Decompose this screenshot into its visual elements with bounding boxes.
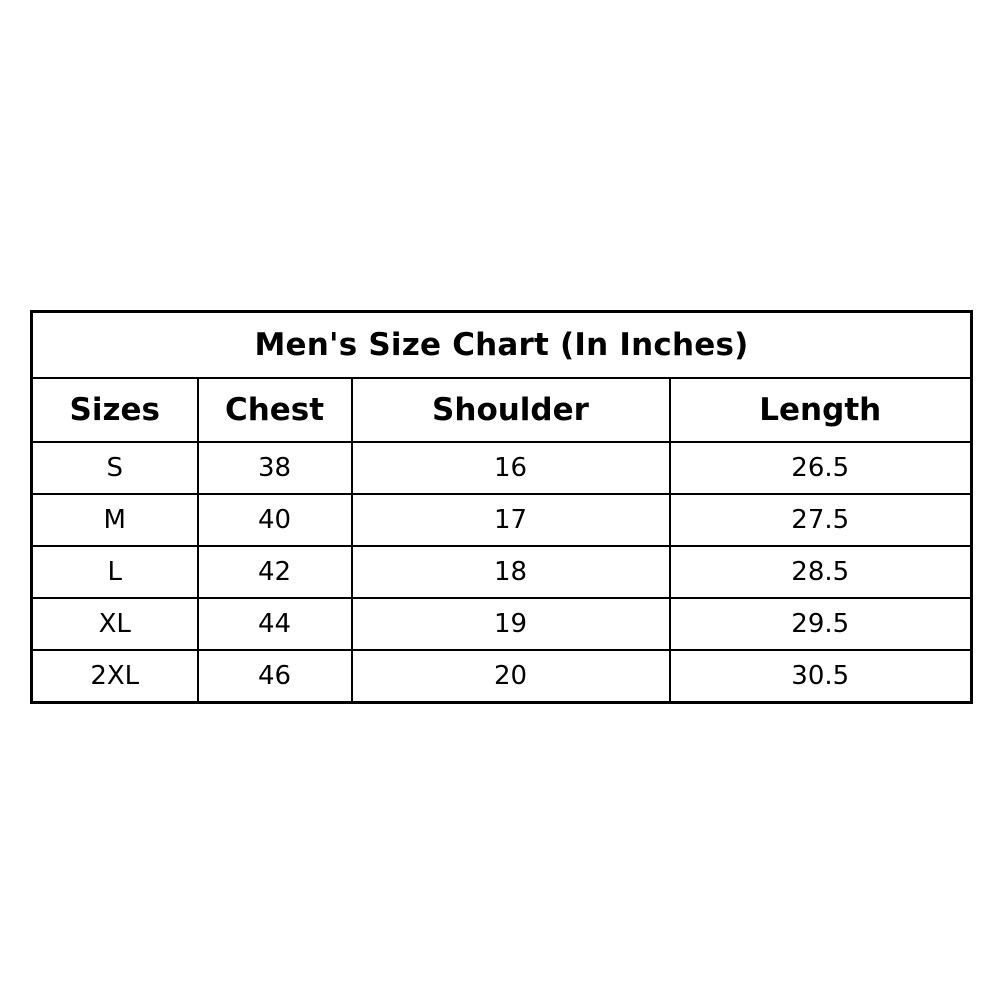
size-chart-table: [30, 310, 973, 704]
table-row: [32, 442, 972, 494]
cell-size: L: [32, 546, 198, 598]
size-chart-container: [30, 310, 970, 704]
column-header-length: Length: [670, 378, 972, 442]
column-header-chest: Chest: [198, 378, 352, 442]
column-header-shoulder: Shoulder: [352, 378, 670, 442]
cell-length: 30.5: [670, 650, 972, 703]
cell-shoulder: 17: [352, 494, 670, 546]
cell-size: 2XL: [32, 650, 198, 703]
cell-chest: 46: [198, 650, 352, 703]
cell-chest: 40: [198, 494, 352, 546]
cell-chest: 42: [198, 546, 352, 598]
cell-length: 26.5: [670, 442, 972, 494]
cell-length: 29.5: [670, 598, 972, 650]
table-header-row: [32, 378, 972, 442]
cell-length: 28.5: [670, 546, 972, 598]
cell-size: S: [32, 442, 198, 494]
cell-shoulder: 19: [352, 598, 670, 650]
cell-chest: 38: [198, 442, 352, 494]
cell-size: M: [32, 494, 198, 546]
cell-size: XL: [32, 598, 198, 650]
cell-chest: 44: [198, 598, 352, 650]
cell-length: 27.5: [670, 494, 972, 546]
cell-shoulder: 16: [352, 442, 670, 494]
cell-shoulder: 18: [352, 546, 670, 598]
cell-shoulder: 20: [352, 650, 670, 703]
table-row: [32, 650, 972, 703]
chart-title: Men's Size Chart (In Inches): [32, 312, 972, 379]
table-row: [32, 494, 972, 546]
table-row: [32, 546, 972, 598]
table-title-row: [32, 312, 972, 379]
column-header-sizes: Sizes: [32, 378, 198, 442]
table-row: [32, 598, 972, 650]
